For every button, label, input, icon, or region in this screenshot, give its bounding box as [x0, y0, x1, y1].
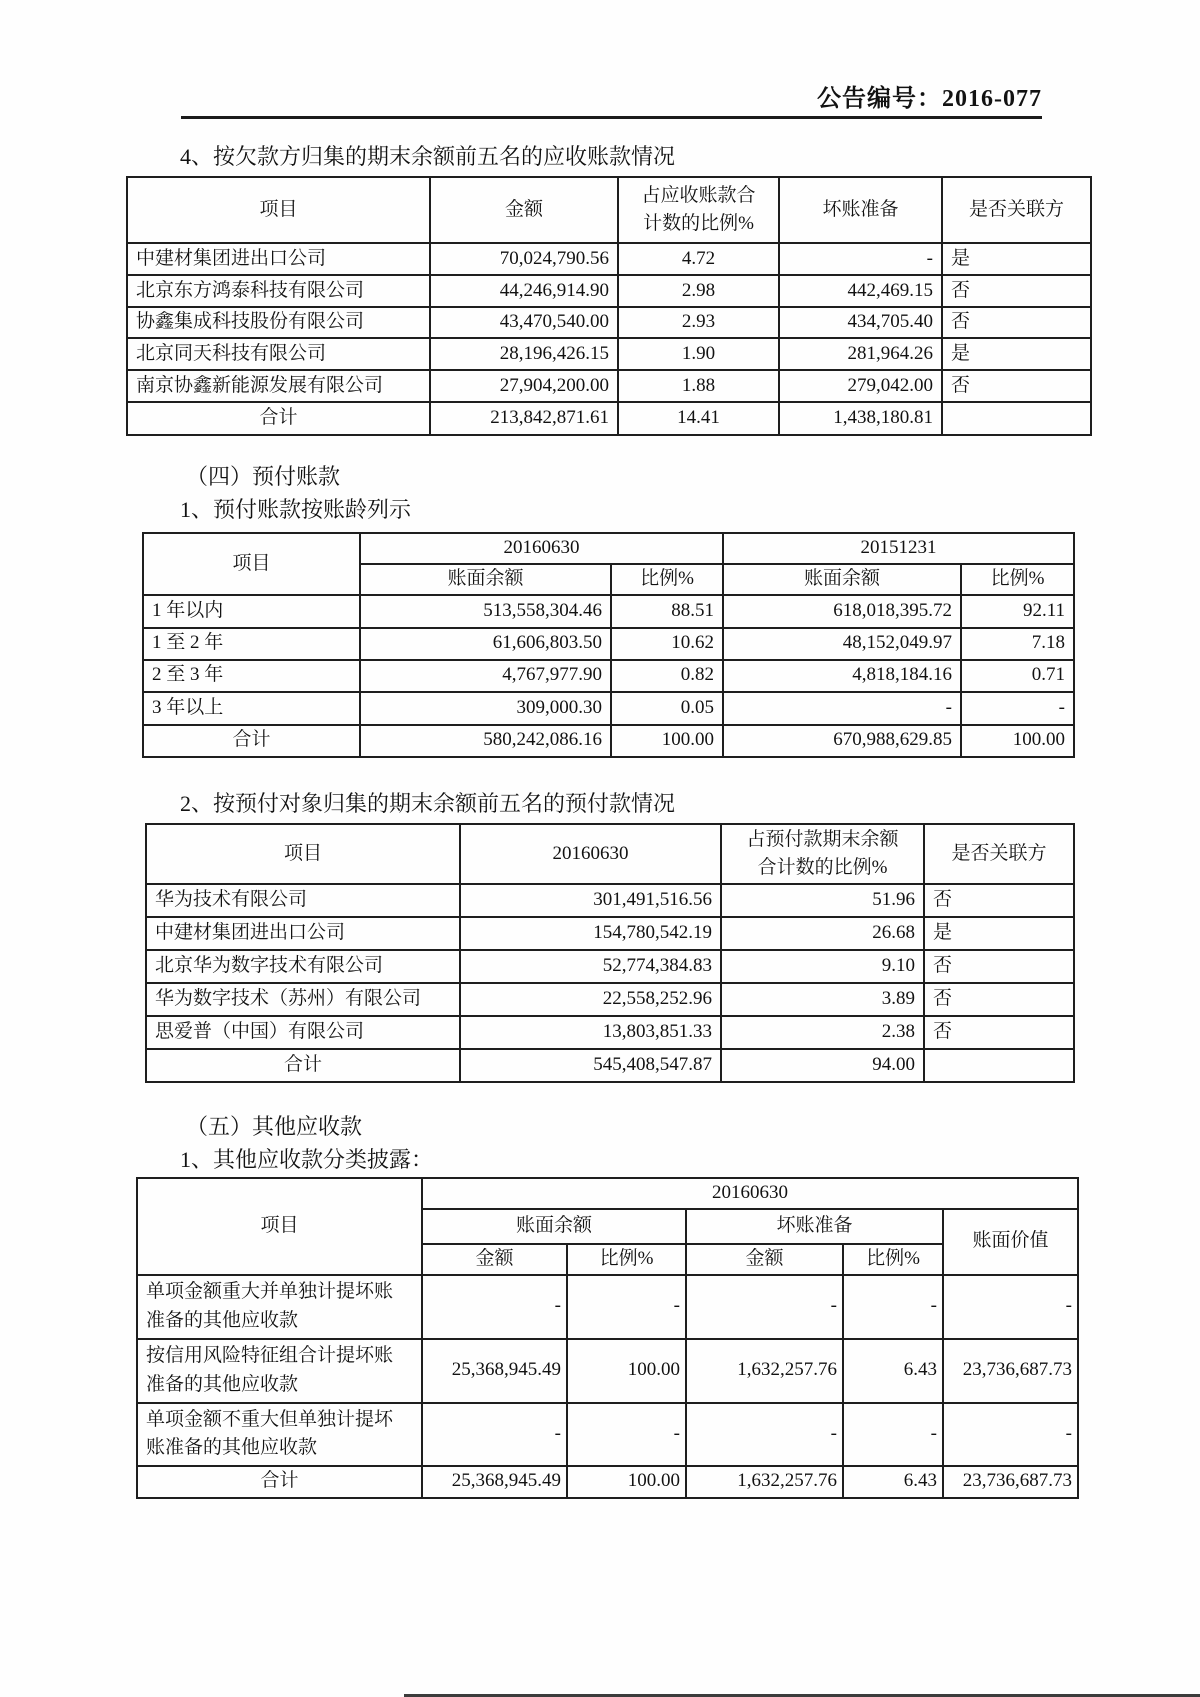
- table-cell: 按信用风险特征组合计提坏账准备的其他应收款: [137, 1339, 422, 1403]
- table-cell: 4,818,184.16: [723, 660, 961, 692]
- table-cell: 154,780,542.19: [460, 917, 721, 950]
- table-cell: 华为技术有限公司: [146, 884, 460, 917]
- col-header-period: 20160630: [422, 1178, 1078, 1209]
- table-row: [143, 595, 1074, 628]
- table-cell: 43,470,540.00: [430, 307, 618, 338]
- table-cell: 28,196,426.15: [430, 338, 618, 370]
- table-cell: 1.88: [618, 370, 779, 402]
- prepaid-top5-table: [145, 823, 1075, 1083]
- table-cell: 301,491,516.56: [460, 884, 721, 917]
- table-cell: 309,000.30: [360, 692, 611, 725]
- section-heading-other-receivables: （五）其他应收款: [186, 1114, 363, 1139]
- table-row: [137, 1275, 1078, 1339]
- col-header-period-20160630: 20160630: [360, 533, 723, 564]
- table-cell: 合计: [127, 402, 430, 435]
- table-cell: -: [843, 1403, 943, 1466]
- receivables-top5-table: [126, 176, 1092, 436]
- table-cell: 否: [924, 1016, 1074, 1049]
- table-row: [146, 917, 1074, 950]
- table-cell: 是: [942, 243, 1091, 275]
- col-header-balance: 账面余额: [723, 564, 961, 595]
- table-cell: 52,774,384.83: [460, 950, 721, 983]
- table-cell: 23,736,687.73: [943, 1339, 1078, 1403]
- table-row: [127, 307, 1091, 338]
- col-header-provision-group: 坏账准备: [686, 1209, 943, 1244]
- table-row: [146, 884, 1074, 917]
- table-cell: -: [422, 1403, 567, 1466]
- table-cell: 1,632,257.76: [686, 1339, 843, 1403]
- table-cell: 88.51: [611, 595, 723, 628]
- subsection-heading-prepaid-aging: 1、预付账款按账龄列示: [180, 497, 412, 522]
- table-cell: -: [961, 692, 1074, 725]
- table-cell: 否: [924, 950, 1074, 983]
- table-cell: 协鑫集成科技股份有限公司: [127, 307, 430, 338]
- table-cell: 0.05: [611, 692, 723, 725]
- table-row: [146, 983, 1074, 1016]
- table-cell: 94.00: [721, 1049, 924, 1082]
- table-cell: -: [943, 1403, 1078, 1466]
- table-cell: 思爱普（中国）有限公司: [146, 1016, 460, 1049]
- col-header-ratio: 占应收账款合计数的比例%: [618, 177, 779, 243]
- table-cell: -: [422, 1275, 567, 1339]
- table-header-row: [143, 533, 1074, 564]
- table-row: [143, 660, 1074, 692]
- col-header-ratio: 比例%: [961, 564, 1074, 595]
- section-heading-prepaid: （四）预付账款: [186, 464, 341, 489]
- table-cell: 92.11: [961, 595, 1074, 628]
- table-cell: 48,152,049.97: [723, 628, 961, 660]
- table-row: [146, 950, 1074, 983]
- table-cell: 25,368,945.49: [422, 1339, 567, 1403]
- table-cell: 华为数字技术（苏州）有限公司: [146, 983, 460, 1016]
- table-cell: 14.41: [618, 402, 779, 435]
- col-header-item: 项目: [137, 1178, 422, 1275]
- table-row: [127, 338, 1091, 370]
- table-cell: 10.62: [611, 628, 723, 660]
- table-cell: 434,705.40: [779, 307, 942, 338]
- table-cell: -: [567, 1275, 686, 1339]
- table-cell: 279,042.00: [779, 370, 942, 402]
- table-cell: 北京东方鸿泰科技有限公司: [127, 275, 430, 307]
- table-cell: 2.98: [618, 275, 779, 307]
- table-row: [143, 628, 1074, 660]
- table-cell: 1.90: [618, 338, 779, 370]
- table-row: [146, 1016, 1074, 1049]
- table-cell: 4,767,977.90: [360, 660, 611, 692]
- table-cell: 北京华为数字技术有限公司: [146, 950, 460, 983]
- table-cell: 23,736,687.73: [943, 1466, 1078, 1498]
- table-cell: 0.71: [961, 660, 1074, 692]
- table-cell: 13,803,851.33: [460, 1016, 721, 1049]
- table-cell: 1 年以内: [143, 595, 360, 628]
- table-cell: [942, 402, 1091, 435]
- table-cell: 51.96: [721, 884, 924, 917]
- col-header-amount: 金额: [422, 1244, 567, 1275]
- table-header-row: [146, 824, 1074, 884]
- table-cell: 26.68: [721, 917, 924, 950]
- table-cell: 7.18: [961, 628, 1074, 660]
- table-cell: 6.43: [843, 1466, 943, 1498]
- table-cell: -: [723, 692, 961, 725]
- table-cell: 25,368,945.49: [422, 1466, 567, 1498]
- col-header-amount: 金额: [686, 1244, 843, 1275]
- col-header-related: 是否关联方: [924, 824, 1074, 884]
- announcement-number: 公告编号：2016-077: [817, 86, 1042, 112]
- table-row: [127, 275, 1091, 307]
- col-header-related: 是否关联方: [942, 177, 1091, 243]
- table-header-row: [127, 177, 1091, 243]
- col-header-period-20151231: 20151231: [723, 533, 1074, 564]
- table-cell: -: [567, 1403, 686, 1466]
- table-cell: 否: [942, 370, 1091, 402]
- table-cell: 南京协鑫新能源发展有限公司: [127, 370, 430, 402]
- table-row: [137, 1339, 1078, 1403]
- table-cell: 单项金额不重大但单独计提坏账准备的其他应收款: [137, 1403, 422, 1466]
- col-header-ratio: 比例%: [611, 564, 723, 595]
- table-cell: 61,606,803.50: [360, 628, 611, 660]
- table-cell: 否: [942, 275, 1091, 307]
- table-cell: [924, 1049, 1074, 1082]
- table-cell: 100.00: [567, 1339, 686, 1403]
- table-cell: -: [779, 243, 942, 275]
- table-cell: 100.00: [961, 725, 1074, 757]
- table-cell: 否: [924, 983, 1074, 1016]
- table-cell: 是: [942, 338, 1091, 370]
- header-rule: [181, 116, 1042, 119]
- table-cell: -: [943, 1275, 1078, 1339]
- table-cell: 1,438,180.81: [779, 402, 942, 435]
- table-total-row: [127, 402, 1091, 435]
- subsection-heading-prepaid-top5: 2、按预付对象归集的期末余额前五名的预付款情况: [180, 791, 676, 816]
- table-cell: 44,246,914.90: [430, 275, 618, 307]
- table-cell: 100.00: [611, 725, 723, 757]
- table-cell: 合计: [146, 1049, 460, 1082]
- section-heading-receivables-top5: 4、按欠款方归集的期末余额前五名的应收账款情况: [180, 144, 676, 169]
- col-header-balance: 账面余额: [360, 564, 611, 595]
- table-cell: 合计: [143, 725, 360, 757]
- table-row: [143, 692, 1074, 725]
- table-cell: 1,632,257.76: [686, 1466, 843, 1498]
- table-cell: 580,242,086.16: [360, 725, 611, 757]
- col-header-item: 项目: [143, 533, 360, 595]
- table-header-row: [137, 1178, 1078, 1209]
- col-header-ratio: 比例%: [567, 1244, 686, 1275]
- table-cell: 213,842,871.61: [430, 402, 618, 435]
- table-cell: 1 至 2 年: [143, 628, 360, 660]
- table-cell: 单项金额重大并单独计提坏账准备的其他应收款: [137, 1275, 422, 1339]
- table-row: [127, 243, 1091, 275]
- table-cell: 3 年以上: [143, 692, 360, 725]
- table-cell: 是: [924, 917, 1074, 950]
- table-cell: 3.89: [721, 983, 924, 1016]
- table-cell: 合计: [137, 1466, 422, 1498]
- table-cell: 2 至 3 年: [143, 660, 360, 692]
- table-cell: 513,558,304.46: [360, 595, 611, 628]
- table-total-row: [137, 1466, 1078, 1498]
- table-cell: 618,018,395.72: [723, 595, 961, 628]
- subsection-heading-other-classify: 1、其他应收款分类披露：: [180, 1147, 434, 1172]
- table-cell: -: [843, 1275, 943, 1339]
- table-cell: 否: [942, 307, 1091, 338]
- table-total-row: [146, 1049, 1074, 1082]
- col-header-ratio: 占预付款期末余额合计数的比例%: [721, 824, 924, 884]
- table-cell: 100.00: [567, 1466, 686, 1498]
- table-cell: 9.10: [721, 950, 924, 983]
- table-cell: 442,469.15: [779, 275, 942, 307]
- table-row: [127, 370, 1091, 402]
- table-cell: -: [686, 1275, 843, 1339]
- table-row: [137, 1403, 1078, 1466]
- table-cell: 北京同天科技有限公司: [127, 338, 430, 370]
- table-cell: 670,988,629.85: [723, 725, 961, 757]
- col-header-bad-debt: 坏账准备: [779, 177, 942, 243]
- prepaid-aging-table: [142, 532, 1075, 758]
- table-cell: 281,964.26: [779, 338, 942, 370]
- table-cell: 22,558,252.96: [460, 983, 721, 1016]
- col-header-carrying-value: 账面价值: [943, 1209, 1078, 1275]
- table-cell: 否: [924, 884, 1074, 917]
- table-cell: 中建材集团进出口公司: [146, 917, 460, 950]
- table-cell: -: [686, 1403, 843, 1466]
- col-header-item: 项目: [127, 177, 430, 243]
- table-cell: 545,408,547.87: [460, 1049, 721, 1082]
- col-header-period: 20160630: [460, 824, 721, 884]
- table-cell: 2.38: [721, 1016, 924, 1049]
- other-receivables-table: [136, 1177, 1079, 1499]
- table-cell: 70,024,790.56: [430, 243, 618, 275]
- table-cell: 27,904,200.00: [430, 370, 618, 402]
- table-cell: 4.72: [618, 243, 779, 275]
- table-cell: 中建材集团进出口公司: [127, 243, 430, 275]
- col-header-ratio: 比例%: [843, 1244, 943, 1275]
- col-header-amount: 金额: [430, 177, 618, 243]
- table-cell: 2.93: [618, 307, 779, 338]
- col-header-item: 项目: [146, 824, 460, 884]
- table-total-row: [143, 725, 1074, 757]
- col-header-balance-group: 账面余额: [422, 1209, 686, 1244]
- table-cell: 6.43: [843, 1339, 943, 1403]
- table-cell: 0.82: [611, 660, 723, 692]
